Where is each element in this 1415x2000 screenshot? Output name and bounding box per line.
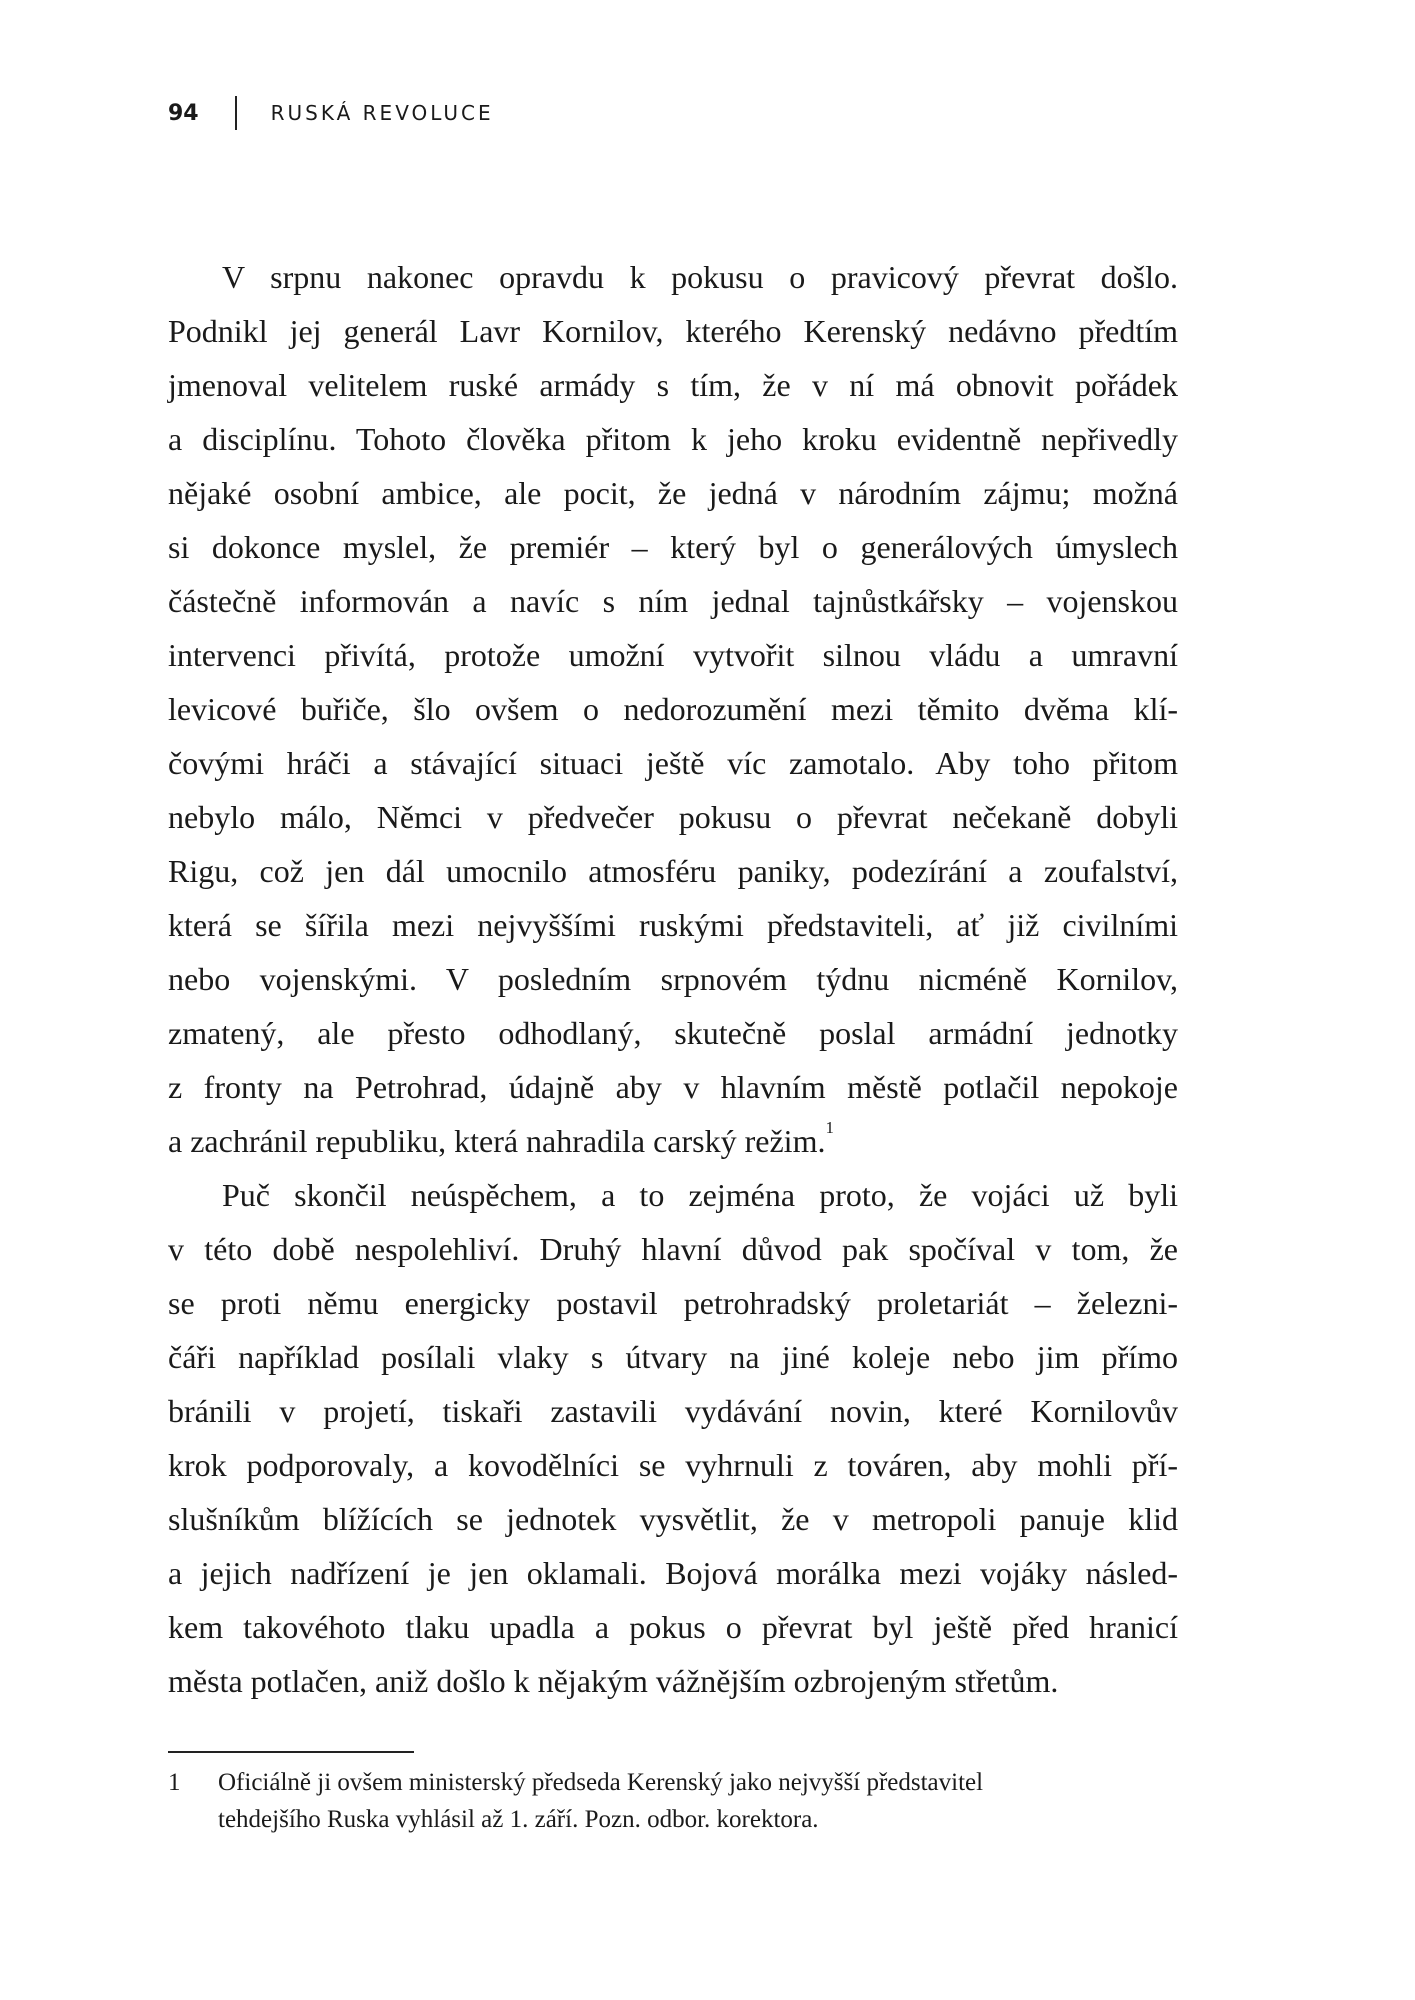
footnote (168, 1764, 1178, 1838)
paragraph-line (168, 412, 1178, 466)
line-text: Rigu, což jen dál umocnilo atmosféru paniky, podezírání a zoufalství, (168, 853, 1178, 889)
body-text (168, 250, 1178, 1708)
paragraph-line (168, 844, 1178, 898)
line-text: nebo vojenskými. V posledním srpnovém týdnu nicméně Kornilov, (168, 961, 1178, 997)
paragraph-line (168, 1600, 1178, 1654)
paragraph-line (168, 1384, 1178, 1438)
running-header (168, 96, 494, 130)
footnote-line (168, 1801, 1178, 1838)
line-text: a zachránil republiku, která nahradila carský režim. (168, 1123, 826, 1159)
line-text: města potlačen, aniž došlo k nějakým vážnějším ozbrojeným střetům. (168, 1663, 1059, 1699)
paragraph-line (168, 358, 1178, 412)
paragraph-line (168, 1492, 1178, 1546)
line-text: čáři například posílali vlaky s útvary na jiné koleje nebo jim přímo (168, 1339, 1178, 1375)
line-text: jmenoval velitelem ruské armády s tím, že v ní má obnovit pořádek (168, 367, 1178, 403)
paragraph-line (168, 736, 1178, 790)
line-text: se proti němu energicky postavil petrohradský proletariát – železni- (168, 1285, 1178, 1321)
paragraph-line (168, 1006, 1178, 1060)
line-text: a disciplínu. Tohoto člověka přitom k jeho kroku evidentně nepřivedly (168, 421, 1178, 457)
paragraph-line (168, 1330, 1178, 1384)
line-text: nějaké osobní ambice, ale pocit, že jedná v národním zájmu; možná (168, 475, 1178, 511)
footnote-number (168, 1801, 218, 1838)
line-text: z fronty na Petrohrad, údajně aby v hlavním městě potlačil nepokoje (168, 1069, 1178, 1105)
line-text: která se šířila mezi nejvyššími ruskými představiteli, ať již civilními (168, 907, 1178, 943)
line-text: intervenci přivítá, protože umožní vytvořit silnou vládu a umravní (168, 637, 1178, 673)
footnote-line (168, 1764, 1178, 1801)
line-text: čovými hráči a stávající situaci ještě víc zamotalo. Aby toho přitom (168, 745, 1178, 781)
line-text: si dokonce myslel, že premiér – který byl o generálových úmyslech (168, 529, 1178, 565)
footnote-number: 1 (168, 1769, 181, 1796)
line-text: levicové buřiče, šlo ovšem o nedorozumění mezi těmito dvěma klí- (168, 691, 1178, 727)
line-text: Podnikl jej generál Lavr Kornilov, kterého Kerenský nedávno předtím (168, 313, 1178, 349)
header-divider (235, 96, 237, 130)
line-text: nebylo málo, Němci v předvečer pokusu o převrat nečekaně dobyli (168, 799, 1178, 835)
line-text: zmatený, ale přesto odhodlaný, skutečně poslal armádní jednotky (168, 1015, 1178, 1051)
paragraph-line (168, 1276, 1178, 1330)
paragraph-line (168, 574, 1178, 628)
line-text: v této době nespolehliví. Druhý hlavní důvod pak spočíval v tom, že (168, 1231, 1178, 1267)
paragraph-line (168, 1546, 1178, 1600)
line-text: částečně informován a navíc s ním jednal tajnůstkářsky – vojenskou (168, 583, 1178, 619)
page-number: 94 (168, 100, 199, 126)
paragraph-line (168, 250, 1178, 304)
paragraph-line (168, 1654, 1178, 1708)
line-text: a jejich nadřízení je jen oklamali. Bojová morálka mezi vojáky násled- (168, 1555, 1178, 1591)
paragraph-line (168, 304, 1178, 358)
paragraph-line (168, 1222, 1178, 1276)
footnote-reference[interactable]: 1 (825, 1118, 834, 1137)
footnote-text: tehdejšího Ruska vyhlásil až 1. září. Pozn. odbor. korektora. (218, 1806, 819, 1833)
paragraph-line (168, 466, 1178, 520)
line-text: V srpnu nakonec opravdu k pokusu o pravicový převrat došlo. (222, 259, 1178, 295)
paragraph-line (168, 682, 1178, 736)
paragraph-line (168, 952, 1178, 1006)
paragraph-line (168, 1114, 1178, 1168)
paragraph-line (168, 790, 1178, 844)
footnote-rule (168, 1751, 414, 1753)
paragraph-line (168, 1060, 1178, 1114)
line-text: kem takovéhoto tlaku upadla a pokus o převrat byl ještě před hranicí (168, 1609, 1178, 1645)
paragraph-line (168, 1168, 1178, 1222)
paragraph-line (168, 520, 1178, 574)
line-text: bránili v projetí, tiskaři zastavili vydávání novin, které Kornilovův (168, 1393, 1178, 1429)
paragraph-line (168, 898, 1178, 952)
line-text: krok podporovaly, a kovodělníci se vyhrnuli z továren, aby mohli pří- (168, 1447, 1178, 1483)
paragraph-line (168, 1438, 1178, 1492)
running-title: RUSKÁ REVOLUCE (270, 101, 494, 125)
footnote-text: Oficiálně ji ovšem ministerský předseda Kerenský jako nejvyšší představitel (218, 1769, 984, 1796)
paragraph-line (168, 628, 1178, 682)
line-text: slušníkům blížících se jednotek vysvětlit, že v metropoli panuje klid (168, 1501, 1178, 1537)
line-text: Puč skončil neúspěchem, a to zejména proto, že vojáci už byli (222, 1177, 1178, 1213)
